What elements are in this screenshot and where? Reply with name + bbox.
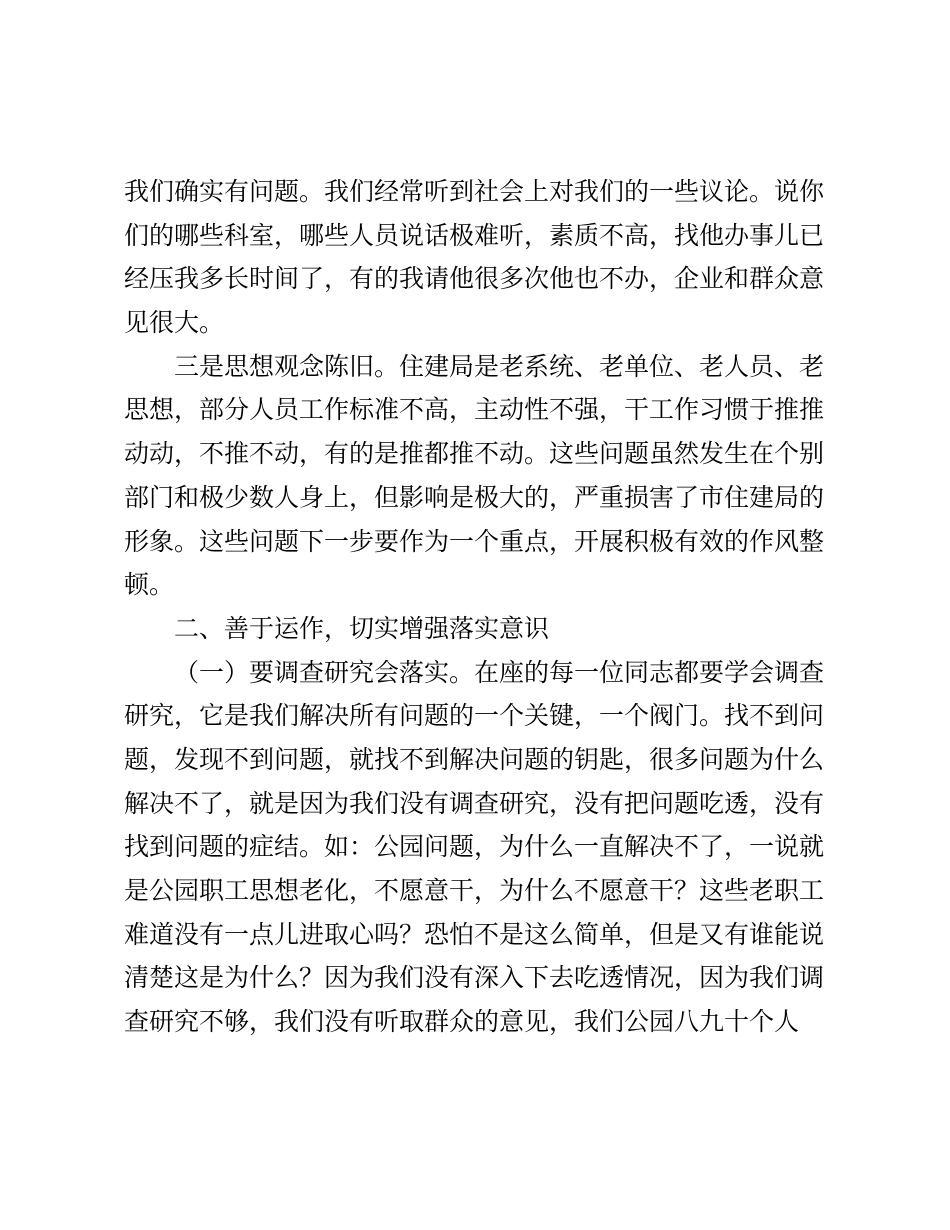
paragraph-start-line: （一）要调查研究会落实。在座的每一位同志都要学会调查 — [174, 657, 825, 687]
text-line: 难道没有一点儿进取心吗？恐怕不是这么简单，但是又有谁能说 — [124, 919, 825, 949]
text-line: 是公园职工思想老化，不愿意干，为什么不愿意干？这些老职工 — [124, 876, 825, 905]
document-body — [124, 170, 824, 1044]
text-line: 动动，不推不动，有的是推都推不动。这些问题虽然发生在个别 — [124, 439, 825, 469]
text-line: 们的哪些科室，哪些人员说话极难听，素质不高，找他办事儿已 — [124, 220, 825, 250]
text-line: 我们确实有问题。我们经常听到社会上对我们的一些议论。说你 — [124, 177, 825, 206]
text-line: 顿。 — [124, 570, 175, 600]
section-heading: 二、善于运作，切实增强落实意识 — [174, 613, 550, 643]
paragraph-start-line: 三是思想观念陈旧。住建局是老系统、老单位、老人员、老 — [174, 351, 825, 381]
text-line: 清楚这是为什么？因为我们没有深入下去吃透情况，因为我们调 — [124, 963, 825, 993]
text-line: 研究，它是我们解决所有问题的一个关键，一个阀门。找不到问 — [124, 701, 825, 731]
text-line: 找到问题的症结。如：公园问题，为什么一直解决不了，一说就 — [124, 832, 825, 862]
text-line: 题，发现不到问题，就找不到解决问题的钥匙，很多问题为什么 — [124, 744, 825, 774]
text-line: 查研究不够，我们没有听取群众的意见，我们公园八九十个人 — [124, 1007, 800, 1037]
text-line: 思想，部分人员工作标准不高，主动性不强，干工作习惯于推推 — [124, 395, 825, 425]
text-line: 经压我多长时间了，有的我请他很多次他也不办，企业和群众意 — [124, 264, 825, 294]
text-line: 见很大。 — [124, 308, 225, 338]
text-line: 部门和极少数人身上，但影响是极大的，严重损害了市住建局的 — [124, 482, 825, 512]
text-line: 形象。这些问题下一步要作为一个重点，开展积极有效的作风整 — [124, 526, 825, 556]
text-line: 解决不了，就是因为我们没有调查研究，没有把问题吃透，没有 — [124, 788, 825, 818]
